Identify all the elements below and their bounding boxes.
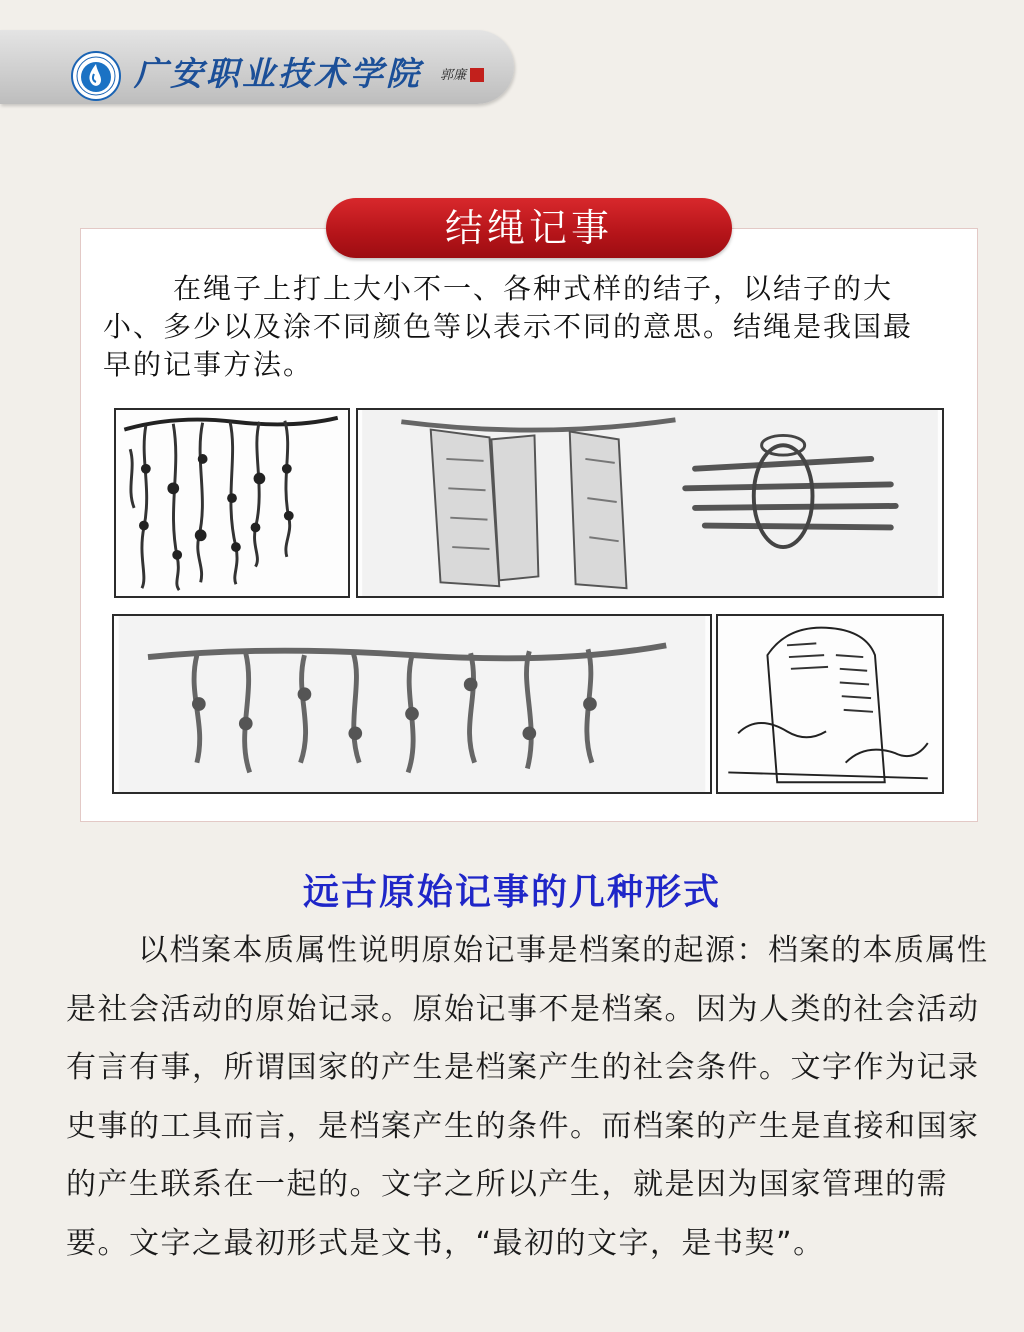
knotted-strand-illustration: [112, 614, 712, 794]
knotted-cords-illustration: [114, 408, 350, 598]
school-logo-icon: [70, 50, 122, 102]
section-paragraph: 以档案本质属性说明原始记事是档案的起源：档案的本质属性是社会活动的原始记录。原始记事不是档案。因为人类的社会活动有言有事，所谓国家的产生是档案产生的社会条件。文字作为记录史事的工具而言，是档案产生的条件。而档案的产生是直接和国家的产生联系在一起的。文字之所以产生，就是因为国家管理的需要。文字之最初形式是文书，“最初的文字，是书契”。: [66, 933, 989, 1261]
card-paragraph: 在绳子上打上大小不一、各种式样的结子，以结子的大小、多少以及涂不同颜色等以表示不同的意思。结绳是我国最早的记事方法。: [103, 272, 914, 381]
red-seal-icon: [470, 68, 484, 82]
school-name: 广安职业技术学院: [134, 54, 422, 93]
section-title: 远古原始记事的几种形式: [302, 872, 721, 913]
card-title: 结绳记事: [326, 198, 732, 258]
wooden-tally-illustration: [356, 408, 944, 598]
carved-stone-illustration: [716, 614, 944, 794]
calligrapher-signature: 郭廉: [440, 68, 467, 83]
